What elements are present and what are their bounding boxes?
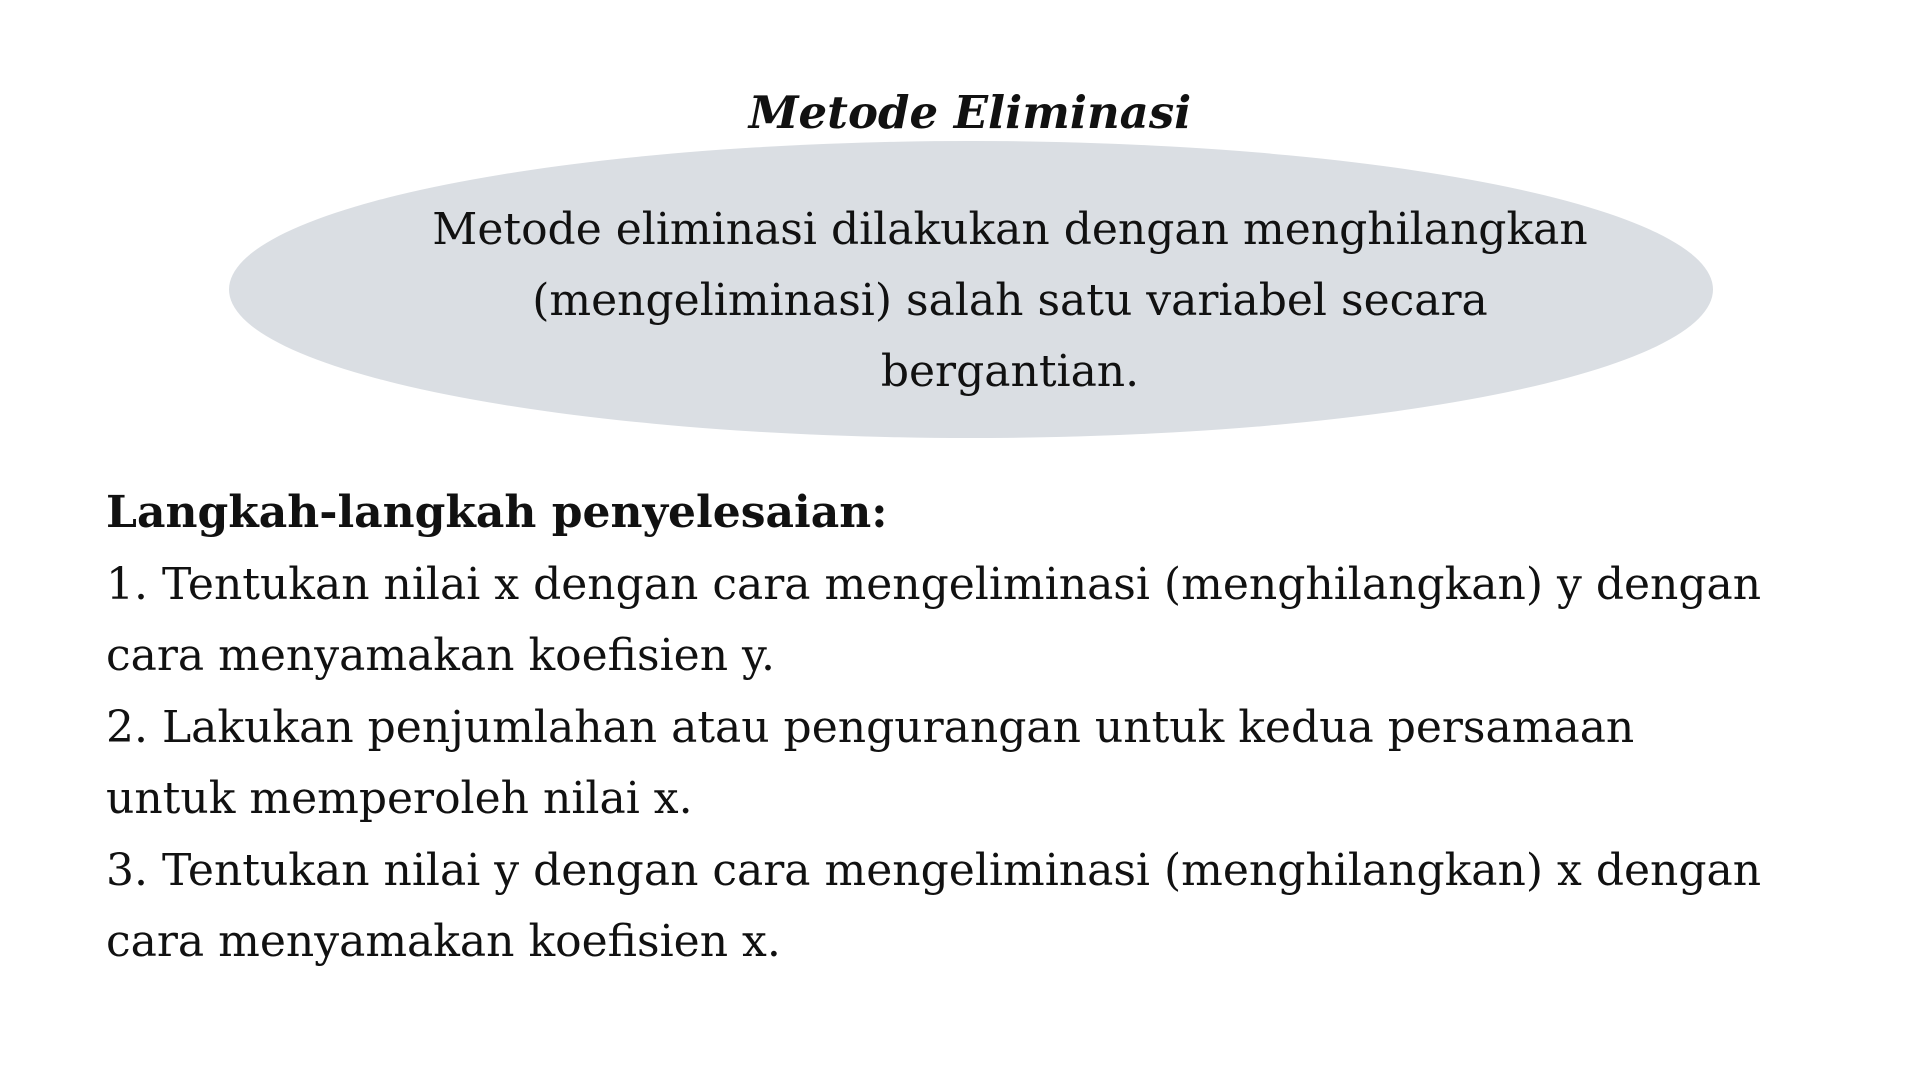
definition-line: Metode eliminasi dilakukan dengan menghilangkan bbox=[432, 204, 1588, 255]
definition-line: (mengeliminasi) salah satu variabel secara bbox=[532, 275, 1488, 326]
steps-section bbox=[106, 477, 1826, 978]
page-title: Metode Eliminasi bbox=[748, 86, 1192, 139]
step-line: cara menyamakan koefisien x. bbox=[106, 916, 781, 967]
step-line: 3. Tentukan nilai y dengan cara mengeliminasi (menghilangkan) x dengan bbox=[106, 844, 1762, 896]
step-line: 1. Tentukan nilai x dengan cara mengeliminasi (menghilangkan) y dengan bbox=[106, 558, 1762, 610]
steps-heading: Langkah-langkah penyelesaian: bbox=[106, 487, 888, 538]
step-line: 2. Lakukan penjumlahan atau pengurangan untuk kedua persamaan bbox=[106, 701, 1635, 753]
definition-text bbox=[420, 194, 1600, 407]
step-line: cara menyamakan koefisien y. bbox=[106, 630, 776, 681]
definition-line: bergantian. bbox=[880, 346, 1140, 397]
step-item-3 bbox=[106, 835, 1826, 978]
step-item-2 bbox=[106, 692, 1826, 835]
step-item-1 bbox=[106, 549, 1826, 692]
step-line: untuk memperoleh nilai x. bbox=[106, 773, 693, 824]
